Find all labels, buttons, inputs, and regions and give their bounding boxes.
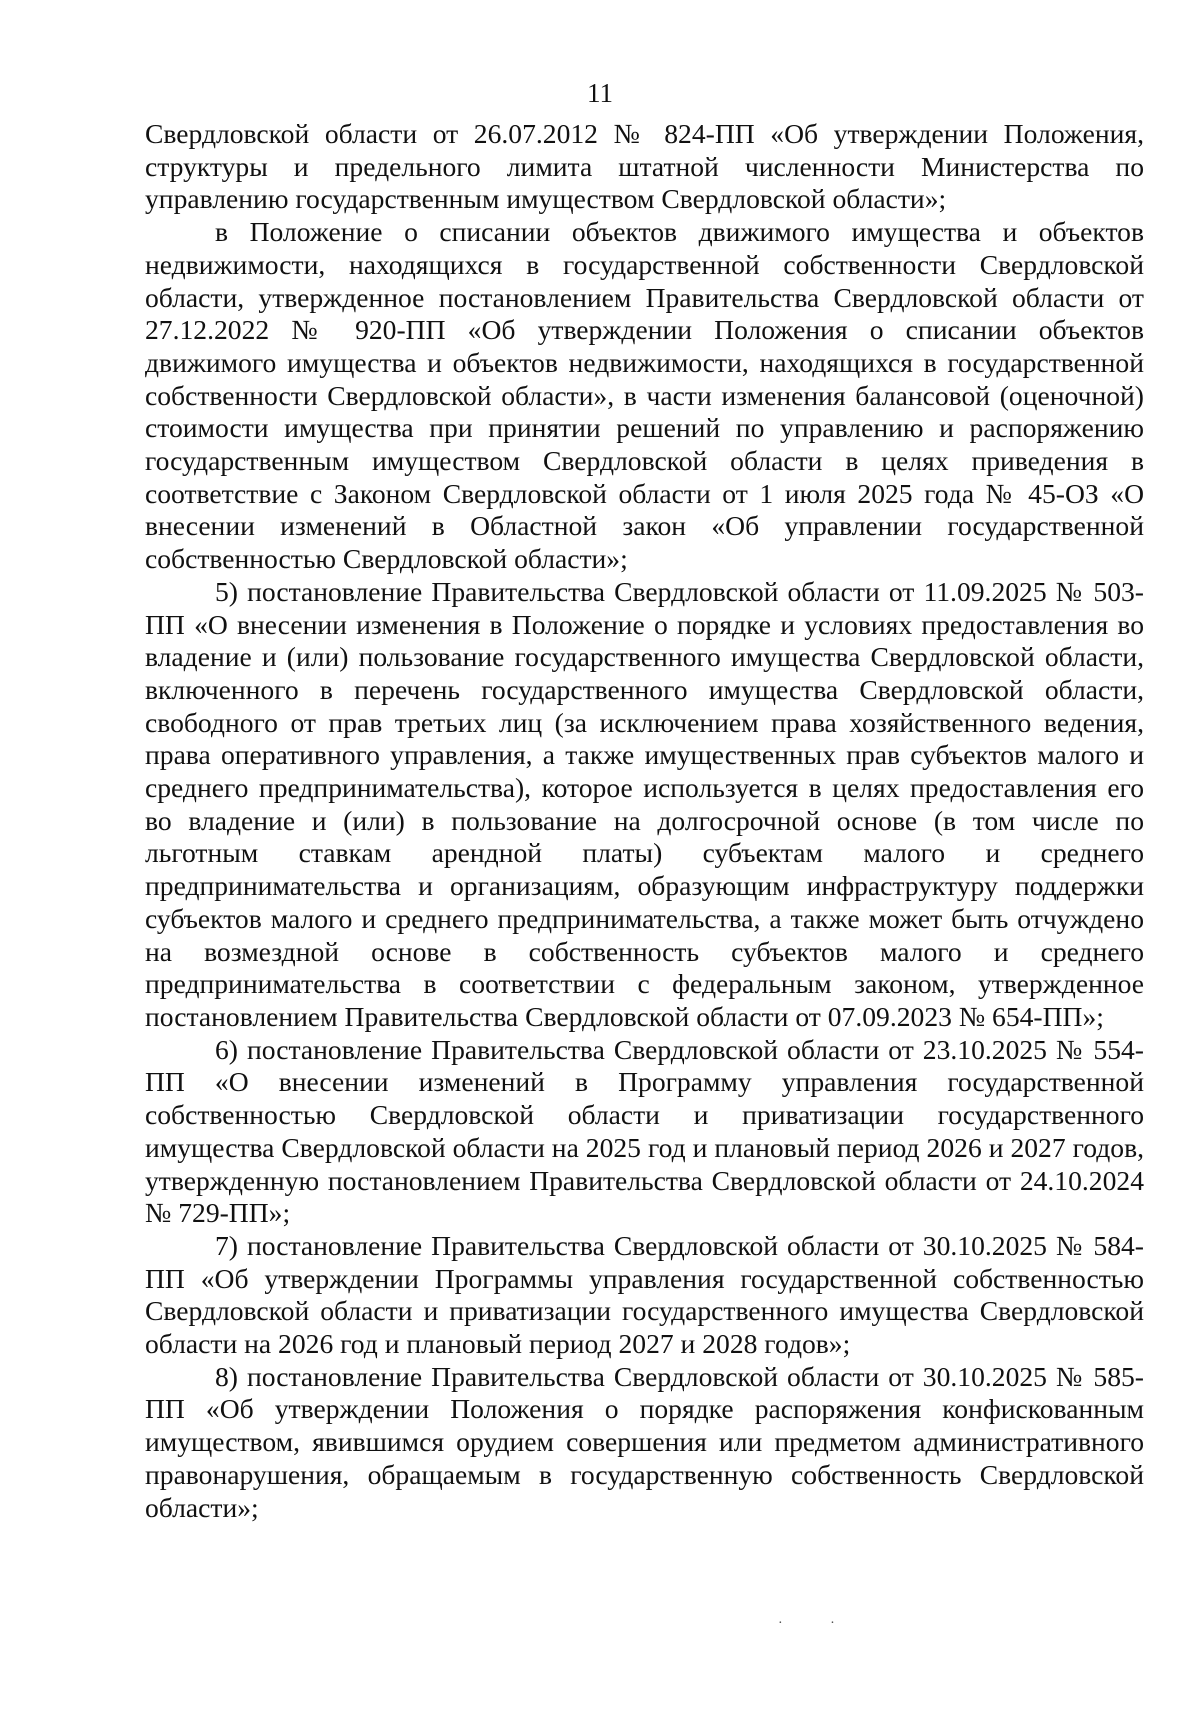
paragraph-item-8: 8) постановление Правительства Свердловской области от 30.10.2025 № 585-ПП «Об утверждении Положения о порядке распоряжения конфискованным имуществом, явившимся орудием совершения или предметом административного правонарушения, обращаемым в государственную собственность Свердловской области»;	[145, 1360, 1144, 1523]
paragraph-item-5: 5) постановление Правительства Свердловской области от 11.09.2025 № 503-ПП «О внесении изменения в Положение о порядке и условиях предоставления во владение и (или) пользование государственного имущества Свердловской области, включенного в перечень государственного имущества Свердловской области, свободного от прав третьих лиц (за исключением права хозяйственного ведения, права оперативного управления, а также имущественных прав субъектов малого и среднего предпринимательства), которое используется в целях предоставления его во владение и (или) в пользование на долгосрочной основе (в том числе по льготным ставкам арендной платы) субъектам малого и среднего предпринимательства и организациям, образующим инфраструктуру поддержки субъектов малого и среднего предпринимательства, а также может быть отчуждено на возмездной основе в собственность субъектов малого и среднего предпринимательства в соответствии с федеральным законом, утвержденное постановлением Правительства Свердловской области от 07.09.2023 № 654-ПП»;	[145, 575, 1144, 1032]
paragraph-item-7: 7) постановление Правительства Свердловской области от 30.10.2025 № 584-ПП «Об утверждении Программы управления государственной собственностью Свердловской области и приватизации государственного имущества Свердловской области на 2026 год и плановый период 2027 и 2028 годов»;	[145, 1229, 1144, 1360]
page-number: 11	[587, 78, 613, 108]
paragraph-continuation: Свердловской области от 26.07.2012 № 824-ПП «Об утверждении Положения, структуры и предельного лимита штатной численности Министерства по управлению государственным имуществом Свердловской области»;	[145, 118, 1144, 215]
scan-speck: · ·	[778, 1616, 857, 1631]
document-body	[145, 118, 1144, 1524]
paragraph-item-6: 6) постановление Правительства Свердловской области от 23.10.2025 № 554-ПП «О внесении изменений в Программу управления государственной собственностью Свердловской области и приватизации государственного имущества Свердловской области на 2025 год и плановый период 2026 и 2027 годов, утвержденную постановлением Правительства Свердловской области от 24.10.2024 № 729-ПП»;	[145, 1033, 1144, 1229]
paragraph-regulation-write-off: в Положение о списании объектов движимого имущества и объектов недвижимости, находящихся в государственной собственности Свердловской области, утвержденное постановлением Правительства Свердловской области от 27.12.2022 № 920-ПП «Об утверждении Положения о списании объектов движимого имущества и объектов недвижимости, находящихся в государственной собственности Свердловской области», в части изменения балансовой (оценочной) стоимости имущества при принятии решений по управлению и распоряжению государственным имуществом Свердловской области в целях приведения в соответствие с Законом Свердловской области от 1 июля 2025 года № 45-ОЗ «О внесении изменений в Областной закон «Об управлении государственной собственностью Свердловской области»;	[145, 216, 1144, 575]
